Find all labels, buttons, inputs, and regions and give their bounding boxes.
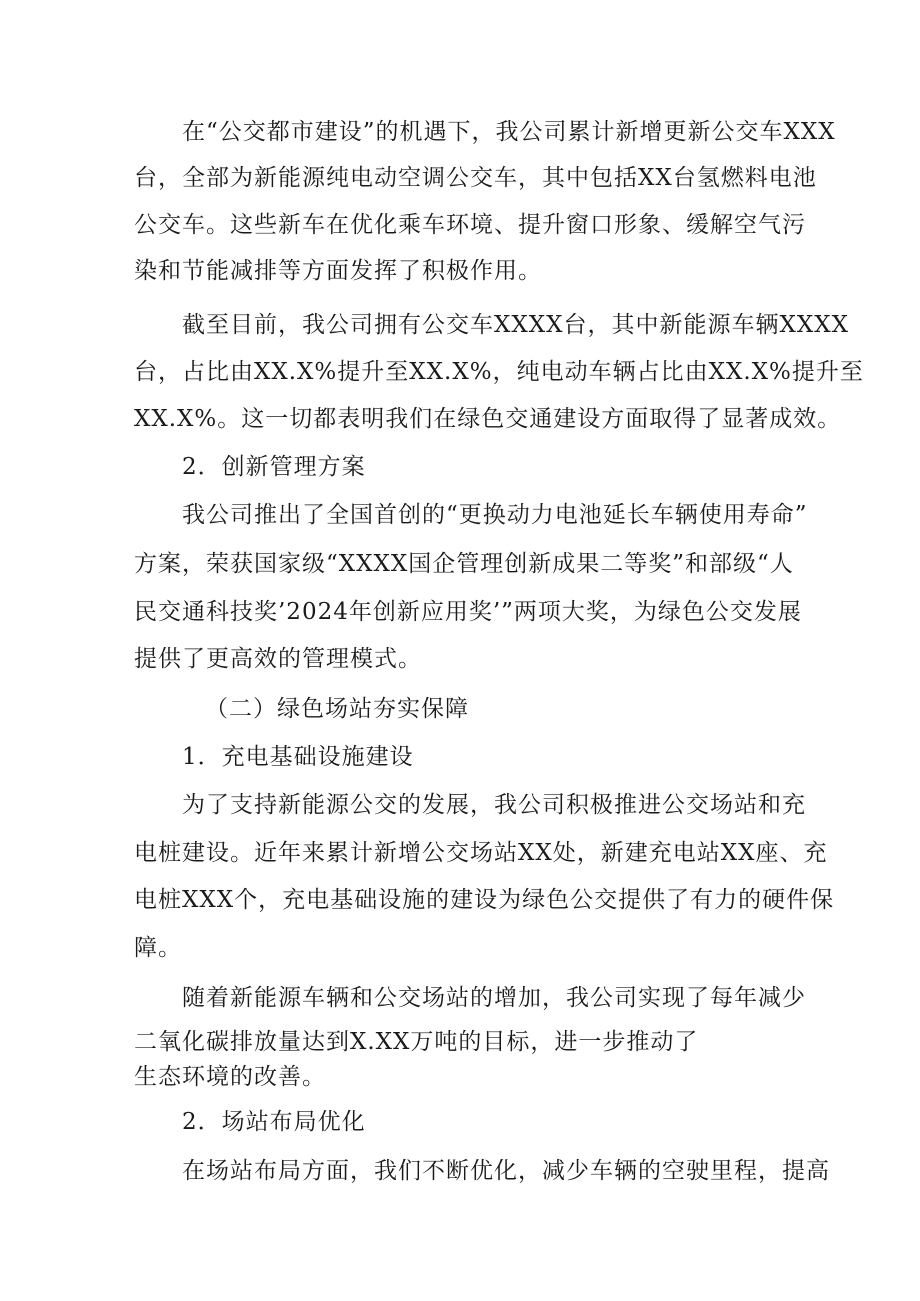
paragraph-line: 生态环境的改善。 xyxy=(134,1064,326,1090)
paragraph-line: 公交车。这些新车在优化乘车环境、提升窗口形象、缓解空气污 xyxy=(134,212,806,238)
paragraph-line: 染和节能减排等方面发挥了积极作用。 xyxy=(134,258,542,284)
paragraph-line: 方案，荣获国家级“XXXX国企管理创新成果二等奖”和部级“人 xyxy=(134,551,794,577)
paragraph-line: 在“公交都市建设”的机遇下，我公司累计新增更新公交车XXX xyxy=(182,119,836,145)
paragraph-line: 二氧化碳排放量达到X.XX万吨的目标，进一步推动了 xyxy=(134,1029,699,1055)
paragraph-line: 截至目前，我公司拥有公交车XXXX台，其中新能源车辆XXXX xyxy=(182,312,849,338)
section-heading-charging: 1．充电基础设施建设 xyxy=(182,744,414,770)
paragraph-line: 提供了更高效的管理模式。 xyxy=(134,646,422,672)
paragraph-line: 障。 xyxy=(134,935,182,961)
paragraph-line: XX.X%。这一切都表明我们在绿色交通建设方面取得了显著成效。 xyxy=(134,406,842,432)
section-heading-station-layout: 2．场站布局优化 xyxy=(182,1109,366,1135)
paragraph-line: 电桩XXX个，充电基础设施的建设为绿色公交提供了有力的硬件保 xyxy=(134,887,835,913)
section-heading-innovation: 2．创新管理方案 xyxy=(182,454,366,480)
paragraph-line: 随着新能源车辆和公交场站的增加，我公司实现了每年减少 xyxy=(182,985,806,1011)
paragraph-line: 在场站布局方面，我们不断优化，减少车辆的空驶里程，提高 xyxy=(182,1158,830,1184)
paragraph-line: 我公司推出了全国首创的“更换动力电池延长车辆使用寿命” xyxy=(182,502,808,528)
paragraph-line: 为了支持新能源公交的发展，我公司积极推进公交场站和充 xyxy=(182,792,806,818)
section-heading-green-stations: （二）绿色场站夯实保障 xyxy=(205,696,469,722)
paragraph-line: 台，占比由XX.X%提升至XX.X%，纯电动车辆占比由XX.X%提升至 xyxy=(134,359,864,385)
paragraph-line: 台，全部为新能源纯电动空调公交车，其中包括XX台氢燃料电池 xyxy=(134,165,817,191)
paragraph-line: 电桩建设。近年来累计新增公交场站XX处，新建充电站XX座、充 xyxy=(134,840,828,866)
paragraph-line: 民交通科技奖’2024年创新应用奖’”两项大奖，为绿色公交发展 xyxy=(134,599,802,625)
